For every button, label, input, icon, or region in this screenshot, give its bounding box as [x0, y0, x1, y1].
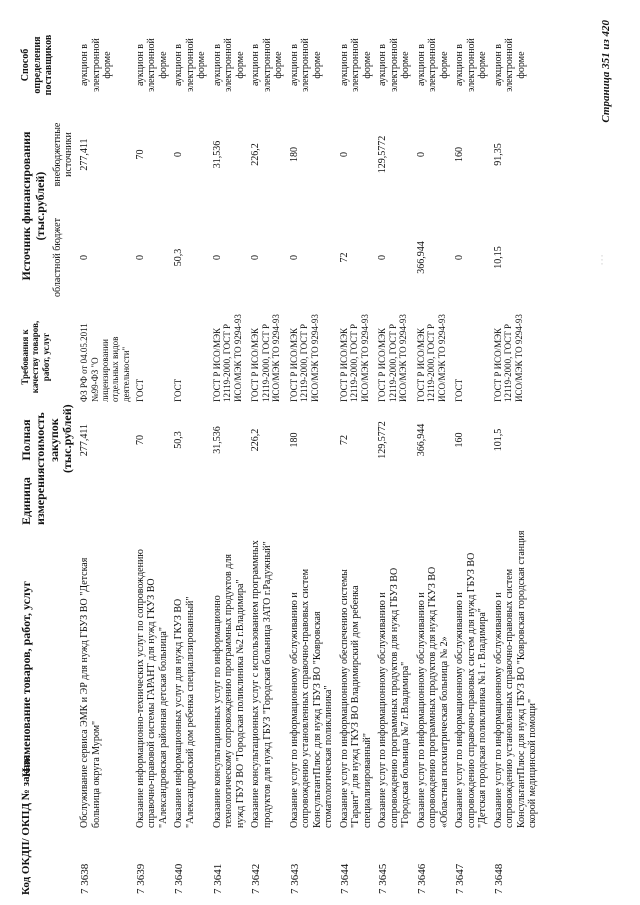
- item-cost: 50,3: [173, 431, 185, 449]
- order-code: [452, 831, 491, 897]
- procurement-method: аукцион в электронной форме: [288, 38, 323, 92]
- order-code: [133, 831, 172, 897]
- item-unit: [491, 475, 541, 527]
- procurement-method: аукцион в электронной форме: [454, 38, 489, 92]
- item-cost: 277,411: [79, 423, 91, 457]
- item-requirements: ГОСТ Р ИСО/МЭК 12119-2000, ГОСТ Р ИСО/МЭК ТО 9294-93: [250, 314, 282, 402]
- table-row: [77, 27, 133, 897]
- okpd-prefix: 7: [492, 888, 505, 894]
- order-code: [171, 831, 210, 897]
- item-unit: [414, 475, 453, 527]
- source-extra: 0: [415, 152, 427, 157]
- source-regional: 10,15: [492, 246, 504, 269]
- item-name: Оказание услуг по информационному обслуживанию и сопровождению справочно-правовых систем для нужд ГБУЗ ВО "Детская городская поликлиника №1 г. Владимира": [454, 552, 489, 828]
- source-regional: 0: [79, 255, 91, 260]
- item-requirements: ФЗ РФ от 04.05.2011 №99-ФЗ "О лицензировании отдельных видов деятельности": [79, 323, 131, 402]
- order-code: [248, 831, 287, 897]
- source-extra: 91,35: [492, 143, 504, 166]
- item-requirements: ГОСТ Р ИСО/МЭК 12119-2000, ГОСТ Р ИСО/МЭК ТО 9294-93: [288, 314, 320, 402]
- page-number: Страница 351 из 420: [600, 20, 612, 123]
- okpd-prefix: 7: [288, 888, 301, 894]
- order-number: 3640: [173, 863, 186, 886]
- item-cost: 72: [338, 435, 350, 445]
- order-code: [287, 831, 337, 897]
- header-requirements: Требования к качеству товаров, работ, услуг: [20, 320, 51, 394]
- okpd-prefix: 7: [134, 888, 147, 894]
- item-name: Обслуживание сервиса ЭМК и ЭР для нужд ГБУЗ ВО "Детская больница округа Муром": [79, 557, 102, 828]
- order-number: 3641: [211, 863, 224, 886]
- order-code: [337, 831, 376, 897]
- order-code: [210, 831, 249, 897]
- item-unit: [248, 475, 287, 527]
- order-code: [491, 831, 541, 897]
- source-regional: 0: [134, 255, 146, 260]
- order-number: 3642: [250, 863, 263, 886]
- item-unit: [171, 475, 210, 527]
- okpd-prefix: 7: [415, 888, 428, 894]
- item-unit: [210, 475, 249, 527]
- item-unit: [375, 475, 414, 527]
- source-extra: 226,2: [250, 143, 262, 166]
- procurement-method: аукцион в электронной форме: [173, 38, 208, 92]
- procurement-method: аукцион в электронной форме: [134, 38, 169, 92]
- okpd-prefix: 7: [79, 888, 92, 894]
- source-regional: 0: [211, 255, 223, 260]
- item-requirements: ГОСТ Р ИСО/МЭК 12119-2000, ГОСТ Р ИСО/МЭК ТО 9294-93: [211, 314, 243, 402]
- item-requirements: ГОСТ Р ИСО/МЭК 12119-2000, ГОСТ Р ИСО/МЭК ТО 9294-93: [338, 314, 370, 402]
- item-cost: 226,2: [250, 428, 262, 452]
- item-cost: 180: [288, 432, 300, 448]
- header-source-regional: областной бюджет: [51, 218, 63, 298]
- item-name: Оказание услуг по информационному обслуживанию и сопровождению установленных справочно-правовых систем КонсультантПлюс для нужд ГБУЗ ВО "Ковровская городская станция скорой медицинской помощи": [492, 530, 539, 828]
- order-number: 3643: [288, 863, 301, 886]
- table-row: [375, 27, 414, 897]
- procurement-method: аукцион в электронной форме: [211, 38, 246, 92]
- source-extra: 31,536: [211, 140, 223, 169]
- item-unit: [77, 475, 133, 527]
- source-regional: 0: [377, 255, 389, 260]
- source-regional: 366,944: [415, 241, 427, 274]
- procurement-method: аукцион в электронной форме: [415, 38, 450, 92]
- procurement-method: аукцион в электронной форме: [79, 38, 114, 92]
- item-requirements: ГОСТ: [454, 378, 465, 402]
- header-unit: Единица измерения: [19, 467, 47, 525]
- order-number: 3639: [134, 863, 147, 886]
- table-row: [491, 27, 541, 897]
- source-extra: 129,5772: [377, 135, 389, 174]
- header-cost: Полная стоимость закупок (тыс.рублей): [19, 404, 75, 473]
- item-name: Оказание консультационных услуг с использованием программных продуктов для нужд ГБУЗ "Городская больница ЗАТО г.Радужный": [250, 540, 273, 828]
- source-extra: 0: [173, 152, 185, 157]
- item-name: Оказание услуг по информационному обеспечению системы "Гарант" для нужд ГКУЗ ВО Владимирский дом ребенка специализированный": [338, 569, 373, 828]
- header-source-extra: внебюджетные источники: [51, 122, 75, 187]
- procurement-method: аукцион в электронной форме: [377, 38, 412, 92]
- table-row: [210, 27, 249, 897]
- header-code: Код ОКДП/ ОКПД № заказа: [20, 754, 32, 895]
- order-number: 3645: [377, 863, 390, 886]
- table-row: [248, 27, 287, 897]
- header-method: Способ определения поставщиков: [20, 34, 54, 96]
- order-number: 3644: [338, 863, 351, 886]
- table-row: [414, 27, 453, 897]
- item-unit: [452, 475, 491, 527]
- source-extra: 0: [338, 152, 350, 157]
- table-row: [452, 27, 491, 897]
- item-name: Оказание услуг по информационному обслуживанию и сопровождению программных продуктов для нужд ГБУЗ ВО "Городская больница №7 г.Владимира": [377, 567, 412, 828]
- order-code: [375, 831, 414, 897]
- table-row: [171, 27, 210, 897]
- item-unit: [133, 475, 172, 527]
- item-name: Оказание услуг по информационному обслуживанию и сопровождению программных продуктов для нужд ГКУЗ ВО «Областная психиатрическая больница № 2»: [415, 566, 450, 828]
- table-row: [337, 27, 376, 897]
- source-regional: 72: [338, 252, 350, 263]
- okpd-prefix: 7: [377, 888, 390, 894]
- source-regional: 50,3: [173, 248, 185, 267]
- table-body: [77, 27, 541, 897]
- source-extra: 160: [454, 147, 466, 162]
- item-name: Оказание услуг по информационному обслуживанию и сопровождению установленных справочно-правовых систем КонсультантПлюс для нужд ГБУЗ ВО "Ковровская стоматологическая поликлиника": [288, 568, 335, 828]
- header-row: [18, 27, 50, 897]
- header-name: Наименование товаров, работ, услуг: [19, 580, 33, 778]
- order-number: 3647: [454, 863, 467, 886]
- item-name: Оказание информационно-технических услуг по сопровождению справочно-правовой системы ГАРАНТ для нужд ГКУЗ ВО "Александровская районная детская больница": [134, 549, 169, 828]
- source-extra: 180: [288, 147, 300, 162]
- source-regional: 0: [250, 255, 262, 260]
- okpd-prefix: 7: [173, 888, 186, 894]
- okpd-prefix: 7: [211, 888, 224, 894]
- order-code: [77, 831, 133, 897]
- source-regional: 0: [454, 255, 466, 260]
- item-cost: 366,944: [415, 423, 427, 457]
- item-requirements: ГОСТ: [173, 378, 184, 402]
- order-number: 3646: [415, 863, 428, 886]
- header-source: Источник финансирования (тыс.рублей): [19, 131, 47, 281]
- source-extra: 277,411: [79, 138, 91, 171]
- okpd-prefix: 7: [338, 888, 351, 894]
- faint-stamp: · · ·: [598, 255, 607, 265]
- item-cost: 160: [454, 432, 466, 448]
- procurement-method: аукцион в электронной форме: [338, 38, 373, 92]
- item-requirements: ГОСТ: [134, 378, 145, 402]
- source-extra: 70: [134, 149, 146, 160]
- okpd-prefix: 7: [454, 888, 467, 894]
- item-requirements: ГОСТ Р ИСО/МЭК 12119-2000, ГОСТ Р ИСО/МЭК ТО 9294-93: [377, 314, 409, 402]
- okpd-prefix: 7: [250, 888, 263, 894]
- item-requirements: ГОСТ Р ИСО/МЭК 12119-2000, ГОСТ Р ИСО/МЭК ТО 9294-93: [492, 314, 524, 402]
- table-row: [287, 27, 337, 897]
- item-cost: 101,5: [492, 428, 504, 452]
- item-name: Оказание консультационных услуг по информационно технологическому сопровождению программных продуктов для нужд ГБУЗ ВО "Городская поликлиника №2 г.Владимира": [211, 554, 246, 828]
- procurement-method: аукцион в электронной форме: [492, 38, 527, 92]
- procurement-method: аукцион в электронной форме: [250, 38, 285, 92]
- item-requirements: ГОСТ Р ИСО/МЭК 12119-2000, ГОСТ Р ИСО/МЭК ТО 9294-93: [415, 314, 447, 402]
- table-row: [133, 27, 172, 897]
- source-regional: 0: [288, 255, 300, 260]
- procurement-table: [18, 27, 541, 897]
- order-number: 3648: [492, 863, 505, 886]
- item-name: Оказание информационных услуг для нужд ГКУЗ ВО "Александровский дом ребенка специализированный": [173, 596, 196, 828]
- item-unit: [337, 475, 376, 527]
- item-cost: 129,5772: [377, 421, 389, 459]
- item-cost: 70: [134, 435, 146, 445]
- order-code: [414, 831, 453, 897]
- item-unit: [287, 475, 337, 527]
- order-number: 3638: [79, 863, 92, 886]
- item-cost: 31,536: [211, 426, 223, 454]
